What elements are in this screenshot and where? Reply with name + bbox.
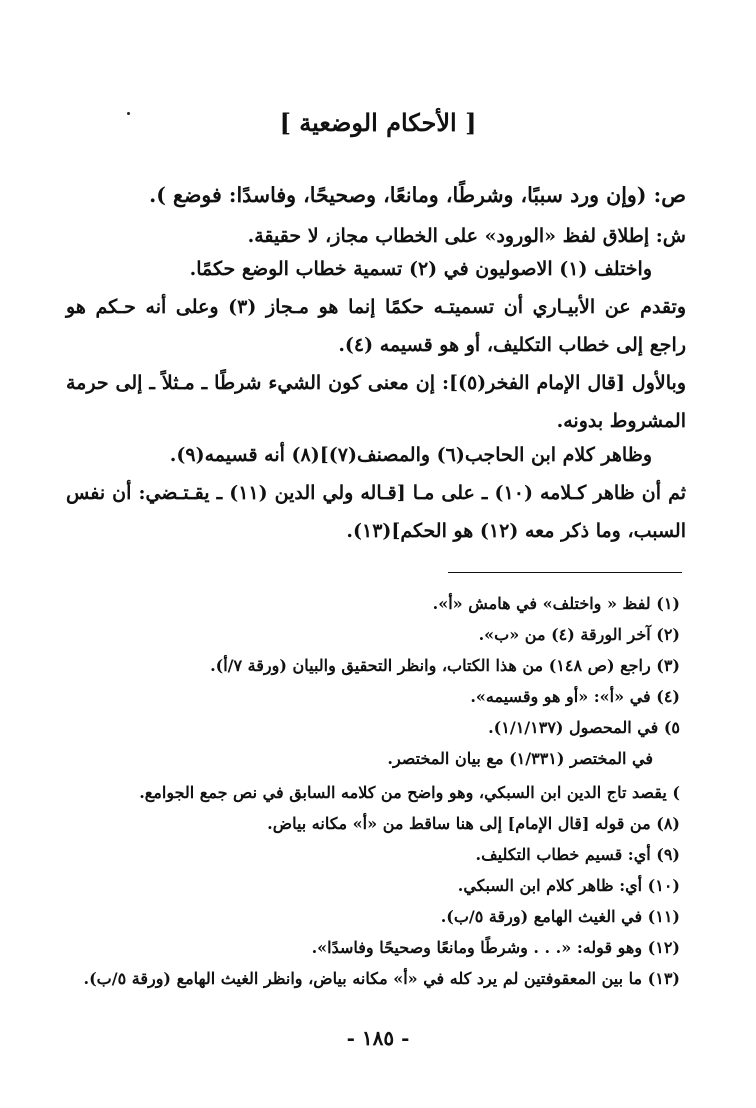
footnote: (١٠) أي: ظاهر كلام ابن السبكي. <box>457 876 680 895</box>
paragraph-text: السبب، وما ذكر معه (١٢) هو الحكم](١٣). <box>346 520 686 542</box>
paragraph-text: راجع إلى خطاب التكليف، أو هو قسيمه (٤). <box>338 334 686 356</box>
footnote: (١٣) ما بين المعقوفتين لم يرد كله في «أ» مكانه بياض، وانظر الغيث الهامع (ورقة ٥/ب). <box>83 969 680 988</box>
footnote: ٥) في المحصول (١/١/١٣٧). <box>488 718 680 737</box>
page-number: - ١٨٥ - <box>346 1026 410 1050</box>
footnote: (٢) آخر الورقة (٤) من «ب». <box>478 625 680 644</box>
paragraph-text: ش: إطلاق لفظ «الورود» على الخطاب مجاز، لا حقيقة. <box>247 225 686 247</box>
paragraph-text: واختلف (١) الاصوليون في (٢) تسمية خطاب الوضع حكمًا. <box>189 258 652 280</box>
paragraph-text: المشروط بدونه. <box>556 410 686 432</box>
footnote: (٨) من قوله [قال الإمام] إلى هنا ساقط من «أ» مكانه بياض. <box>267 814 680 833</box>
footnote: في المختصر (١/٣٣١) مع بيان المختصر. <box>387 749 653 768</box>
paragraph-text: وظاهر كلام ابن الحاجب(٦) والمصنف(٧)](٨) أنه قسيمه(٩). <box>169 444 652 466</box>
footnote: (٣) راجع (ص ١٤٨) من هذا الكتاب، وانظر التحقيق والبيان (ورقة ٧/أ). <box>210 656 680 675</box>
footnote: ) يقصد تاج الدين ابن السبكي، وهو واضح من كلامه السابق في نص جمع الجوامع. <box>139 783 680 802</box>
paragraph-text: وتقدم عن الأبيـاري أن تسميتـه حكمًا إنما هو مـجاز (٣) وعلى أنه حـكم هو <box>66 296 686 318</box>
footnote-separator <box>448 572 682 573</box>
section-heading: [ الأحكام الوضعية ] <box>279 108 477 137</box>
footnote: (١) لفظ « واختلف» في هامش «أ». <box>432 594 680 613</box>
footnote: (١٢) وهو قوله: «. . . وشرطًا ومانعًا وصحيحًا وفاسدًا». <box>311 938 680 957</box>
paragraph-text: ص: (وإن ورد سببًا، وشرطًا، ومانعًا، وصحيحًا، وفاسدًا: فوضع ). <box>149 183 686 207</box>
footnote: (٩) أي: قسيم خطاب التكليف. <box>475 845 680 864</box>
paragraph-text: ثم أن ظاهر كـلامه (١٠) ـ على مـا [قـاله ولي الدين (١١) ـ يقـتـضي: أن نفس <box>66 482 687 504</box>
footnote: (١١) في الغيث الهامع (ورقة ٥/ب). <box>440 907 680 926</box>
paragraph-text: وبالأول [قال الإمام الفخر(٥)]: إن معنى كون الشيء شرطًا ـ مـثلاً ـ إلى حرمة <box>66 372 687 394</box>
footnote: (٤) في «أ»: «أو هو وقسيمه». <box>470 687 680 706</box>
